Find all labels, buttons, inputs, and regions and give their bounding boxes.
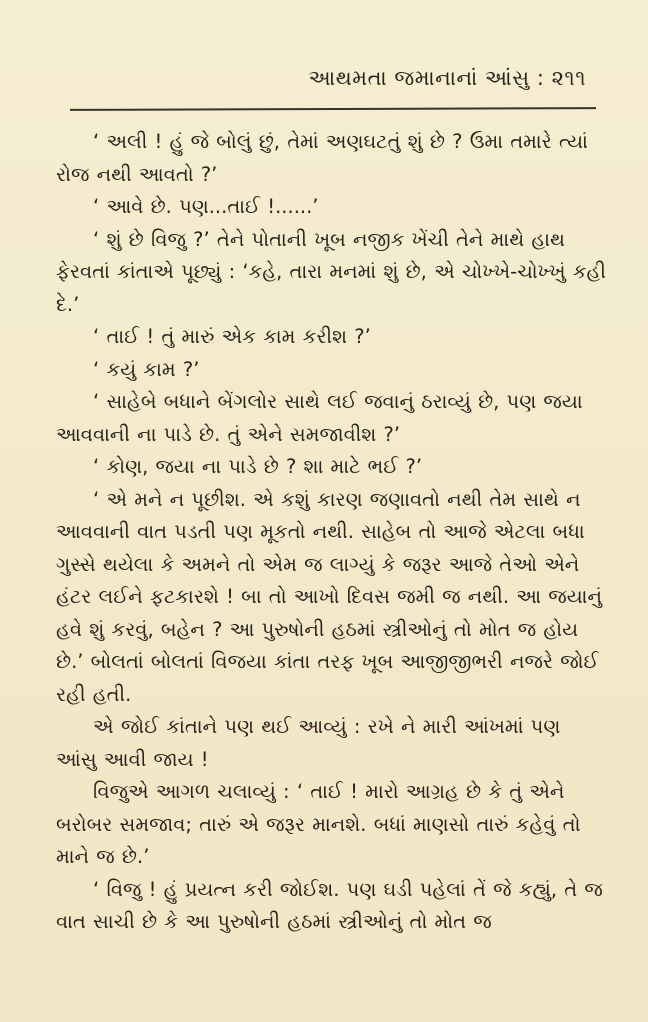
page-body [56,126,606,939]
paragraph-4: ‘ તાઈ ! તું મારું એક કામ કરીશ ?’ [93,325,371,348]
paragraph-8: ‘ એ મને ન પૂછીશ. એ કશું કારણ જણાવતો નથી તેમ સાથે ન આવવાની વાત પડતી પણ મૂકતો નથી. સાહેબ તો આજે એટલા બધા ગુસ્સે થયેલા કે અમને તો એમ જ લાગ્યું કે જરૂર આજે તેઓ એને હંટર લઈને ફટકારશે ! બા તો આખો દિવસ જમી જ નથી. આ જયાનું હવે શું કરવું, બહેન ? આ પુરુષોની હઠમાં સ્ત્રીઓનું તો મોત જ હોય છે.’ બોલતાં બોલતાં વિજયા કાંતા તરફ ખૂબ આજીજીભરી નજરે જોઈ રહી હતી. [56,487,602,706]
paragraph-5: ‘ કયું કામ ?’ [93,357,200,381]
paragraph-6: ‘ સાહેબે બધાને બેંગલોર સાથે લઈ જવાનું ઠરાવ્યું છે, પણ જયા આવવાની ના પાડે છે. તું એને સમજાવીશ ?’ [56,390,583,446]
paragraph-3: ‘ શું છે વિજુ ?’ તેને પોતાની ખૂબ નજીક ખેંચી તેને માથે હાથ ફેરવતાં કાંતાએ પૂછ્યું : ‘કહે, તારા મનમાં શું છે, એ ચોખ્ખે-ચોખ્ખું કહી દે.’ [56,227,606,316]
running-header: આથમતા જમાનાનાં આંસુ : ૨૧૧ [308,66,586,90]
paragraph-2: ‘ આવે છે. પણ...તાઈ !......’ [93,195,319,218]
paragraph-1: ‘ અલી ! હું જે બોલું છું, તેમાં અણઘટતું શું છે ? ઉમા તમારે ત્યાં રોજ નથી આવતો ?’ [56,130,588,186]
paragraph-11: ‘ વિજુ ! હું પ્રયત્ન કરી જોઈશ. પણ ઘડી પહેલાં તેં જે કહ્યું, તે જ વાત સાચી છે કે આ પુરુષોની હઠમાં સ્ત્રીઓનું તો મોત જ [56,877,603,933]
paragraph-7: ‘ કોણ, જયા ના પાડે છે ? શા માટે ભઈ ?’ [93,455,423,478]
paragraph-9: એ જોઈ કાંતાને પણ થઈ આવ્યું : રખે ને મારી આંખમાં પણ આંસુ આવી જાય ! [56,715,561,771]
paragraph-10: વિજુએ આગળ ચલાવ્યું : ‘ તાઈ ! મારો આગ્રહ છે કે તું એને બરોબર સમજાવ; તારું એ જરૂર માનશે. બધાં માણસો તારું કહેવું તો માને જ છે.’ [56,780,581,868]
header-rule [70,107,596,111]
